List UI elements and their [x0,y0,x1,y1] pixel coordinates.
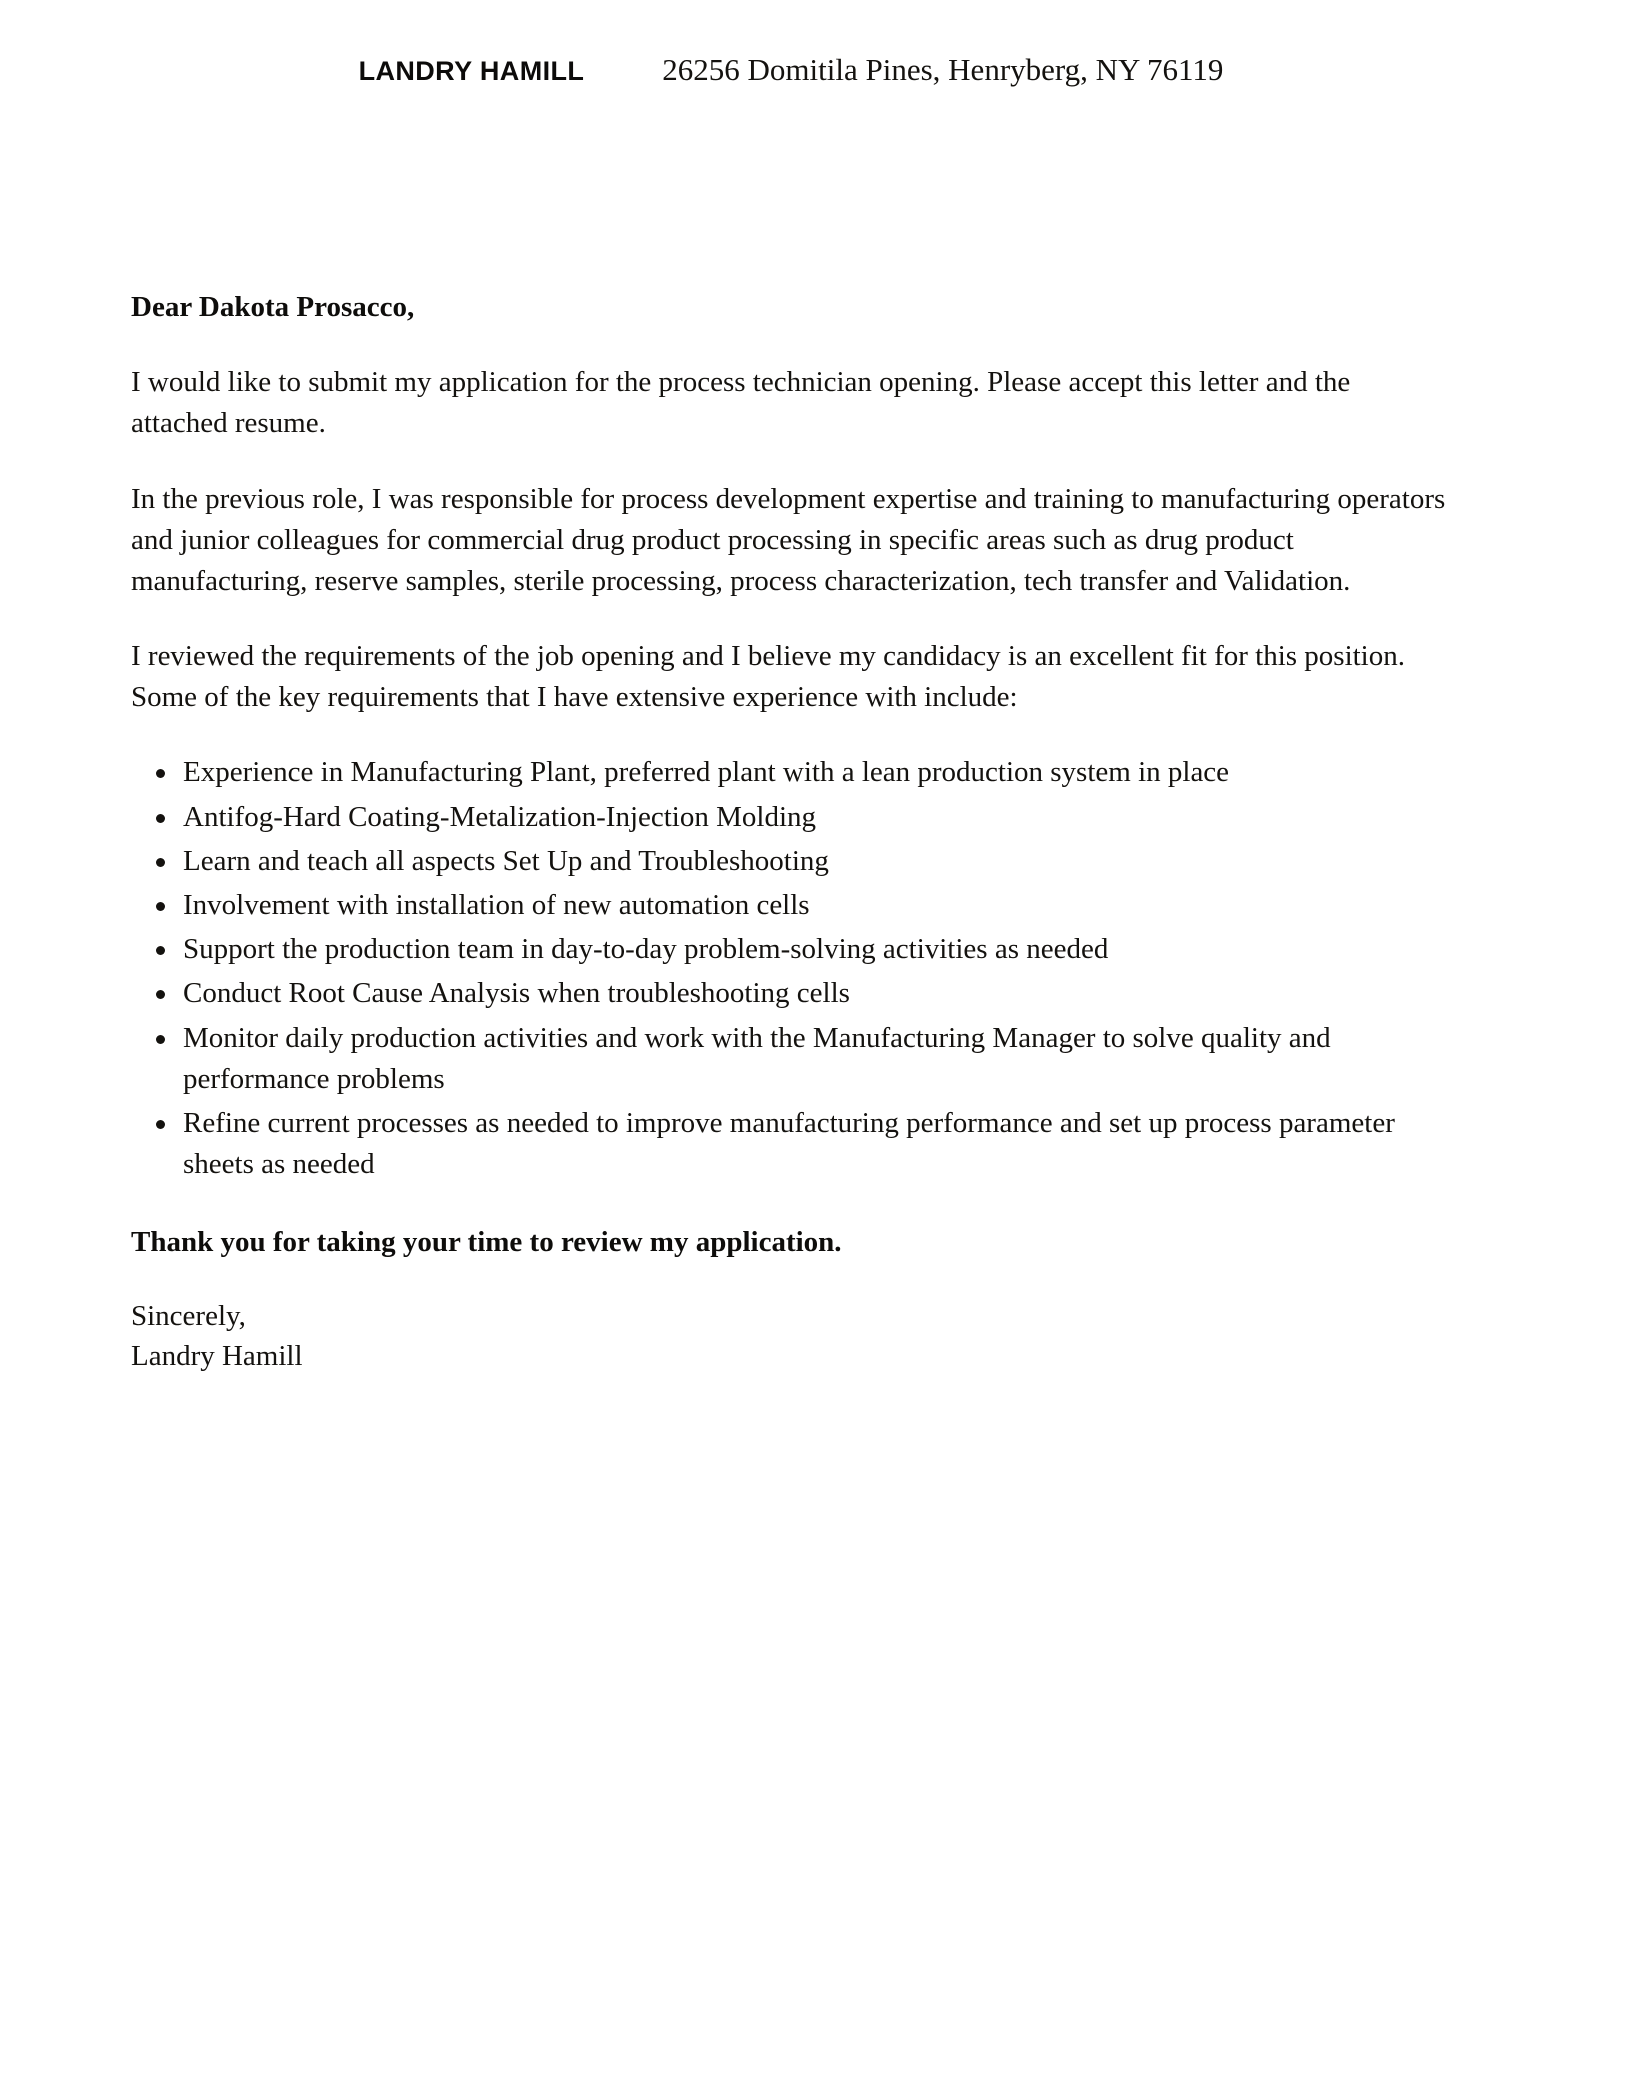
list-item: Monitor daily production activities and work with the Manufacturing Manager to solve quality and performance problems [131,1018,1451,1100]
paragraph-intro: I would like to submit my application for the process technician opening. Please accept this letter and the attached resume. [131,366,1351,440]
paragraph-requirements-intro: I reviewed the requirements of the job opening and I believe my candidacy is an excellent fit for this position. Some of the key requirements that I have extensive experience with include: [131,640,1405,714]
letterhead-name: LANDRY HAMILL [358,56,585,86]
paragraph-previous-role: In the previous role, I was responsible for process development expertise and training to manufacturing operators and junior colleagues for commercial drug product processing in specific areas such as drug product manufacturing, reserve samples, sterile processing, process characterization, tech transfer and Validation. [131,482,1446,597]
list-item: Antifog-Hard Coating-Metalization-Injection Molding [131,797,1451,838]
list-item: Refine current processes as needed to improve manufacturing performance and set up process parameter sheets as needed [131,1103,1451,1185]
letter-body [131,288,1451,1376]
salutation: Dear Dakota Prosacco, [131,291,415,323]
letterhead-address: 26256 Domitila Pines, Henryberg, NY 76119 [662,52,1224,87]
list-item: Involvement with installation of new automation cells [131,885,1451,926]
letterhead [131,52,1451,88]
qualifications-list [131,752,1451,1185]
signoff-closing: Sincerely, [131,1300,246,1333]
thank-you-line: Thank you for taking your time to review my application. [131,1226,842,1259]
signoff-name: Landry Hamill [131,1340,303,1373]
list-item: Experience in Manufacturing Plant, preferred plant with a lean production system in place [131,752,1451,793]
signature-block [131,1296,1451,1376]
list-item: Learn and teach all aspects Set Up and Troubleshooting [131,841,1451,882]
list-item: Support the production team in day-to-day problem-solving activities as needed [131,929,1451,970]
list-item: Conduct Root Cause Analysis when troubleshooting cells [131,973,1451,1014]
